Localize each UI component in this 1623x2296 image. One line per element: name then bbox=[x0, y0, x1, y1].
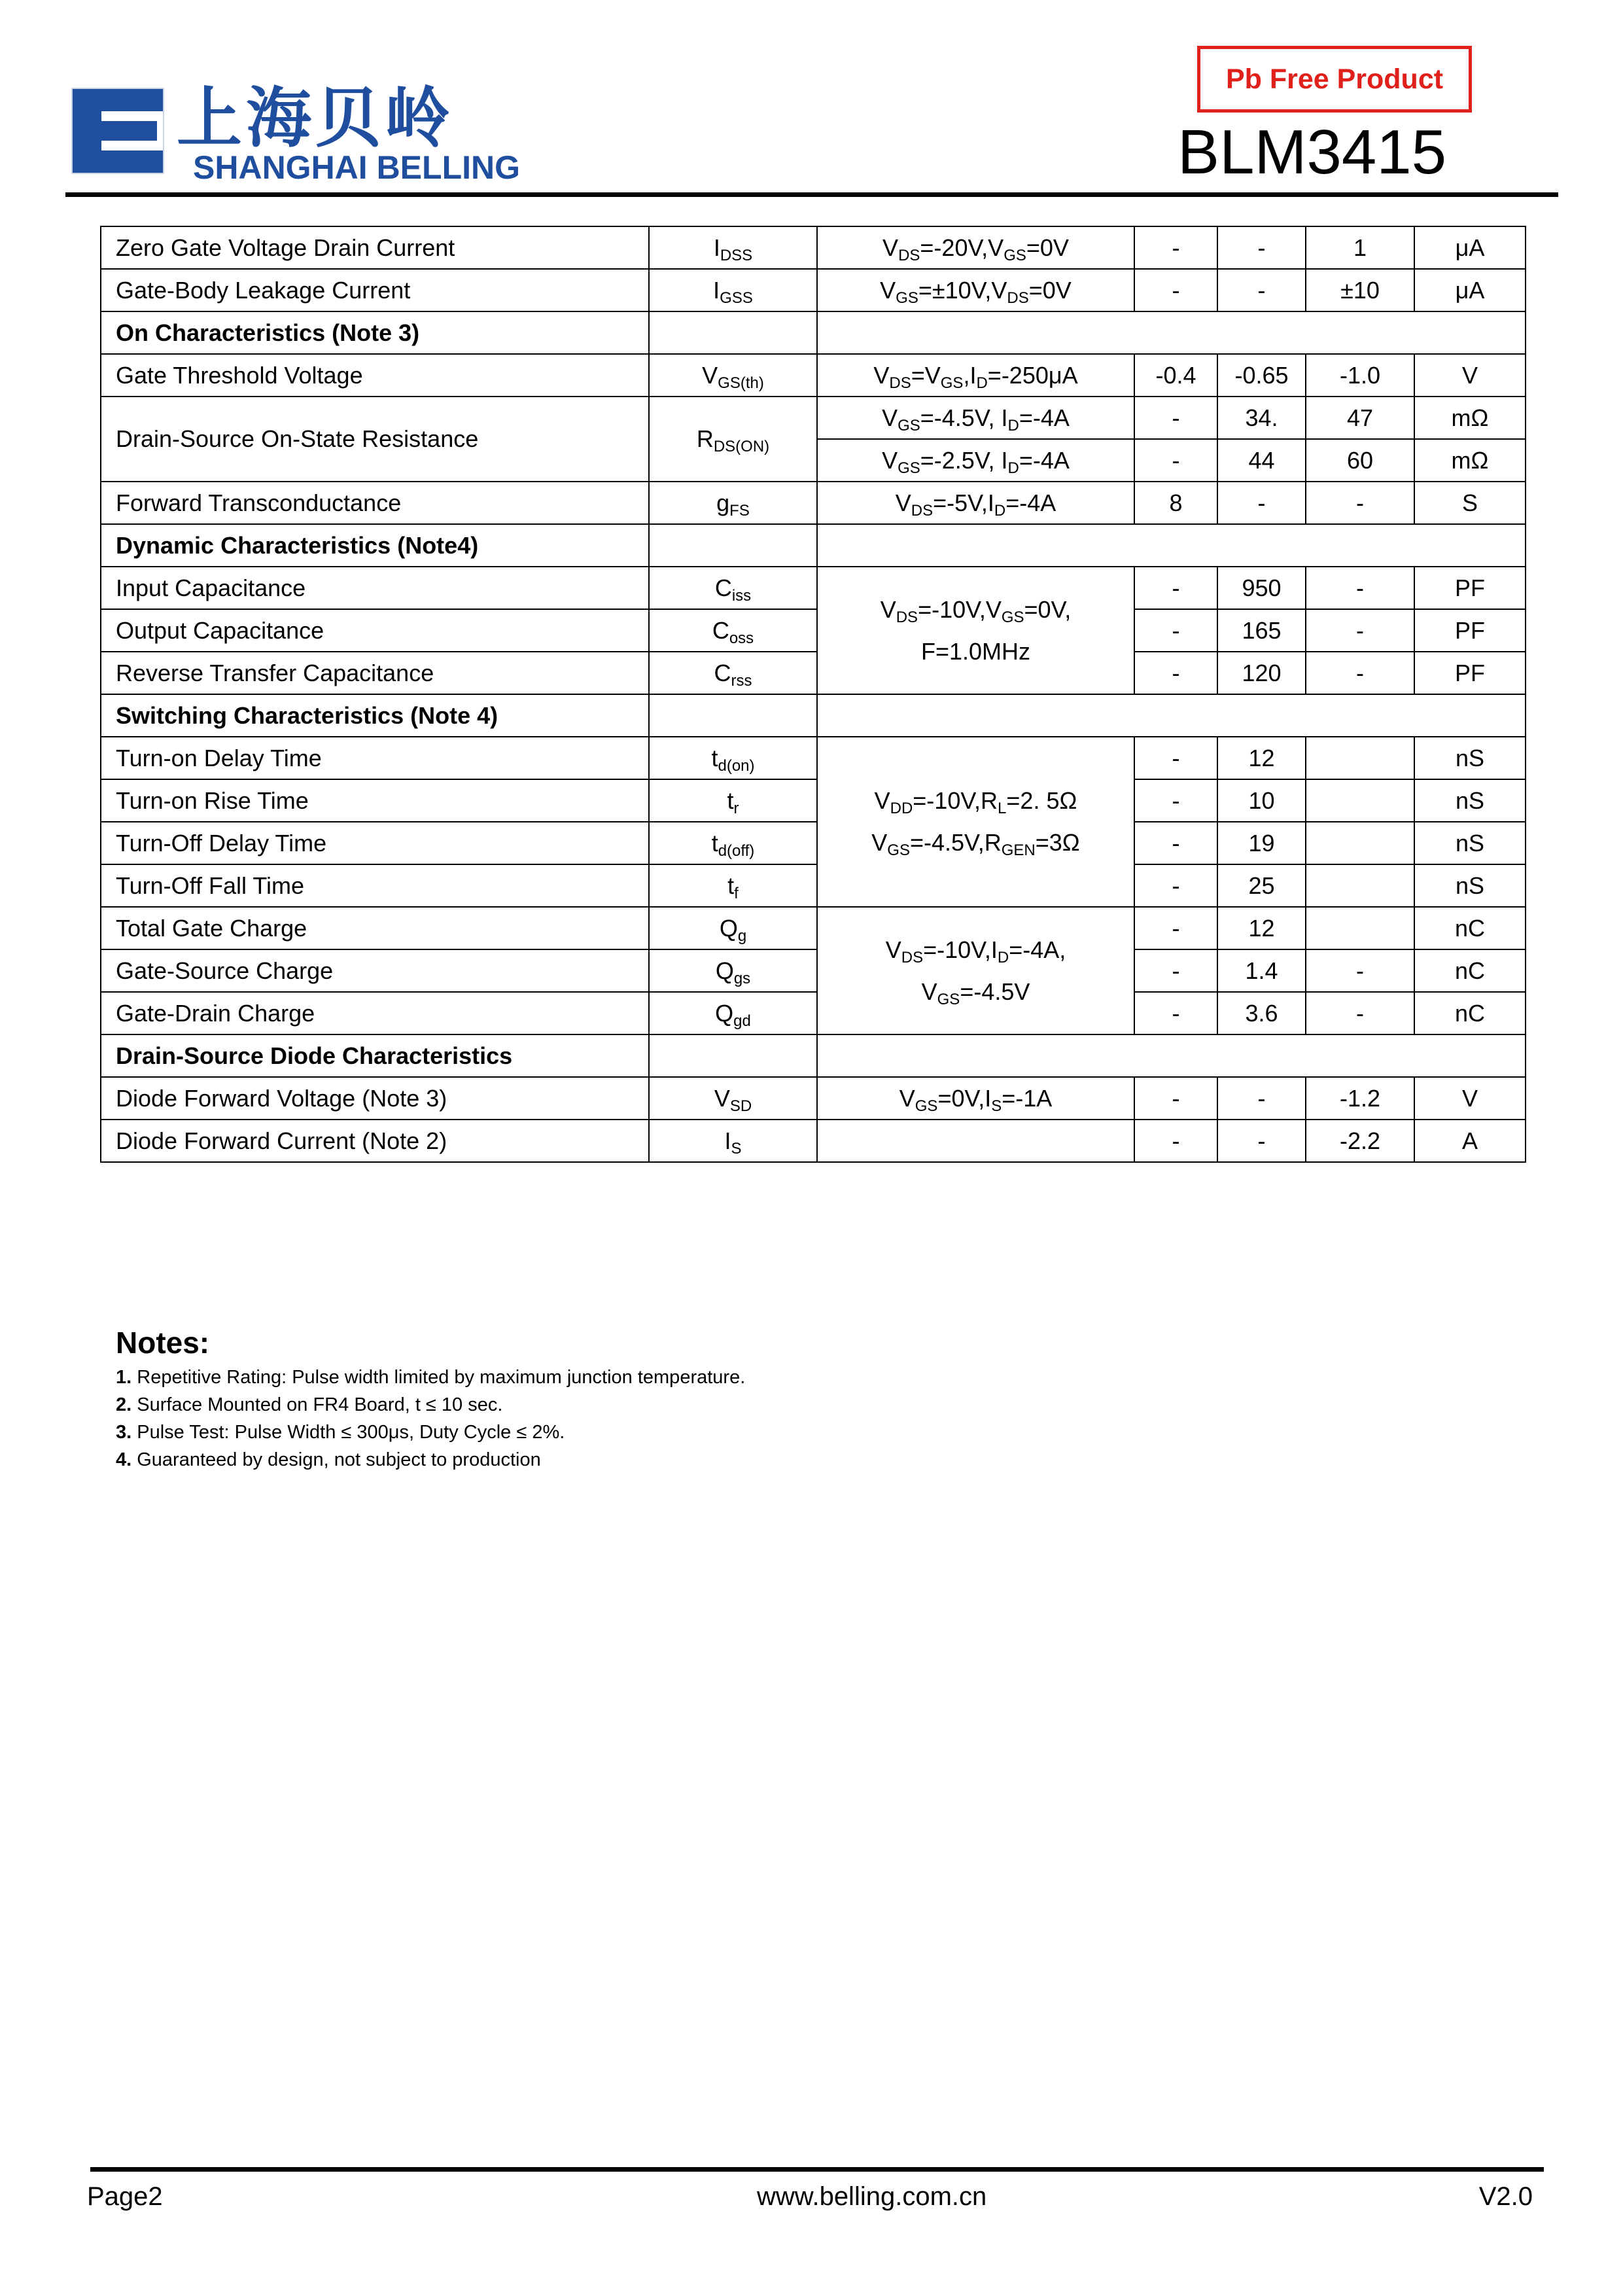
typ-cell: 3.6 bbox=[1217, 992, 1306, 1034]
unit-cell: PF bbox=[1414, 652, 1526, 694]
parameter-cell: Input Capacitance bbox=[101, 567, 649, 609]
symbol-cell: $C_{oss}$ bbox=[649, 609, 817, 652]
pb-free-badge: Pb Free Product bbox=[1197, 46, 1472, 113]
table-row bbox=[101, 397, 1526, 439]
min-cell: - bbox=[1134, 567, 1217, 609]
unit-cell: nC bbox=[1414, 949, 1526, 992]
electrical-characteristics-table bbox=[100, 226, 1526, 1163]
typ-cell: 25 bbox=[1217, 864, 1306, 907]
parameter-cell: Gate-Drain Charge bbox=[101, 992, 649, 1034]
typ-cell: - bbox=[1217, 482, 1306, 524]
max-cell bbox=[1306, 864, 1414, 907]
condition-cell: $V_{DS}=-20V,V_{GS}=0V$ bbox=[817, 226, 1134, 269]
unit-cell: nS bbox=[1414, 822, 1526, 864]
min-cell: - bbox=[1134, 1120, 1217, 1162]
min-cell: -0.4 bbox=[1134, 354, 1217, 397]
parameter-cell: Diode Forward Voltage (Note 3) bbox=[101, 1077, 649, 1120]
symbol-cell: $I_{DSS}$ bbox=[649, 226, 817, 269]
condition-cell: $V_{GS}=0V,I_S=-1A$ bbox=[817, 1077, 1134, 1120]
notes-title: Notes: bbox=[116, 1326, 210, 1360]
parameter-cell: Total Gate Charge bbox=[101, 907, 649, 949]
condition-cell: $V_{GS}=-2.5V$, $I_D=-4A$ bbox=[817, 439, 1134, 482]
parameter-cell: Turn-on Rise Time bbox=[101, 779, 649, 822]
symbol-cell: $I_{GSS}$ bbox=[649, 269, 817, 311]
symbol-cell: $t_r$ bbox=[649, 779, 817, 822]
max-cell bbox=[1306, 907, 1414, 949]
min-cell: - bbox=[1134, 822, 1217, 864]
condition-cell: $V_{DS}=-10V,V_{GS}=0V$, F=1.0MHz bbox=[817, 567, 1134, 694]
condition-cell: $V_{GS}=\pm 10V,V_{DS}=0V$ bbox=[817, 269, 1134, 311]
symbol-cell: $g_{FS}$ bbox=[649, 482, 817, 524]
typ-cell: 1.4 bbox=[1217, 949, 1306, 992]
table-row bbox=[101, 269, 1526, 311]
typ-cell: - bbox=[1217, 1120, 1306, 1162]
unit-cell: mΩ bbox=[1414, 439, 1526, 482]
min-cell: 8 bbox=[1134, 482, 1217, 524]
unit-cell: nC bbox=[1414, 907, 1526, 949]
table-row bbox=[101, 1120, 1526, 1162]
parameter-cell: Zero Gate Voltage Drain Current bbox=[101, 226, 649, 269]
parameter-cell: Turn-Off Fall Time bbox=[101, 864, 649, 907]
max-cell: -1.2 bbox=[1306, 1077, 1414, 1120]
symbol-cell: $Q_{gd}$ bbox=[649, 992, 817, 1034]
logo-graphic bbox=[65, 75, 569, 186]
unit-cell: V bbox=[1414, 354, 1526, 397]
typ-cell: 44 bbox=[1217, 439, 1306, 482]
min-cell: - bbox=[1134, 439, 1217, 482]
min-cell: - bbox=[1134, 992, 1217, 1034]
unit-cell: PF bbox=[1414, 609, 1526, 652]
max-cell: ±10 bbox=[1306, 269, 1414, 311]
symbol-cell: $I_S$ bbox=[649, 1120, 817, 1162]
part-number-title: BLM3415 bbox=[1178, 117, 1446, 187]
symbol-cell: $Q_g$ bbox=[649, 907, 817, 949]
unit-cell: nC bbox=[1414, 992, 1526, 1034]
table-row bbox=[101, 354, 1526, 397]
max-cell: 1 bbox=[1306, 226, 1414, 269]
condition-cell: $V_{DD}=-10V,R_L=2$. 5Ω $V_{GS}=-4.5V,R_{GEN}=3\Omega$ bbox=[817, 737, 1134, 907]
max-cell bbox=[1306, 737, 1414, 779]
min-cell: - bbox=[1134, 397, 1217, 439]
parameter-cell: Turn-Off Delay Time bbox=[101, 822, 649, 864]
unit-cell: μA bbox=[1414, 269, 1526, 311]
max-cell bbox=[1306, 779, 1414, 822]
parameter-cell: Output Capacitance bbox=[101, 609, 649, 652]
max-cell: -1.0 bbox=[1306, 354, 1414, 397]
unit-cell: A bbox=[1414, 1120, 1526, 1162]
typ-cell: 19 bbox=[1217, 822, 1306, 864]
note-item: 1. Repetitive Rating: Pulse width limited by maximum junction temperature. bbox=[116, 1367, 746, 1388]
min-cell: - bbox=[1134, 864, 1217, 907]
condition-cell: $V_{DS}=-10V,I_D=-4A$, $V_{GS}=-4.5V$ bbox=[817, 907, 1134, 1034]
section-row bbox=[101, 694, 1526, 737]
table-row bbox=[101, 652, 1526, 694]
logo-emblem-icon bbox=[72, 88, 164, 173]
min-cell: - bbox=[1134, 907, 1217, 949]
symbol-cell: $C_{rss}$ bbox=[649, 652, 817, 694]
section-row bbox=[101, 1034, 1526, 1077]
logo-english-name: SHANGHAI BELLING bbox=[193, 149, 520, 186]
symbol-cell: $Q_{gs}$ bbox=[649, 949, 817, 992]
max-cell: 47 bbox=[1306, 397, 1414, 439]
typ-cell: 34. bbox=[1217, 397, 1306, 439]
logo-chinese-name: 上海贝岭 bbox=[177, 80, 454, 156]
max-cell: - bbox=[1306, 992, 1414, 1034]
condition-cell bbox=[817, 1120, 1134, 1162]
typ-cell: - bbox=[1217, 269, 1306, 311]
parameter-cell: Reverse Transfer Capacitance bbox=[101, 652, 649, 694]
parameter-cell: Gate-Body Leakage Current bbox=[101, 269, 649, 311]
table-row bbox=[101, 949, 1526, 992]
min-cell: - bbox=[1134, 609, 1217, 652]
condition-cell: $V_{GS}=-4.5V$, $I_D=-4A$ bbox=[817, 397, 1134, 439]
table-row bbox=[101, 1077, 1526, 1120]
min-cell: - bbox=[1134, 949, 1217, 992]
typ-cell: 10 bbox=[1217, 779, 1306, 822]
symbol-cell: $V_{GS(th)}$ bbox=[649, 354, 817, 397]
symbol-cell: $V_{SD}$ bbox=[649, 1077, 817, 1120]
unit-cell: V bbox=[1414, 1077, 1526, 1120]
parameter-cell: Gate Threshold Voltage bbox=[101, 354, 649, 397]
table-row bbox=[101, 226, 1526, 269]
section-row bbox=[101, 311, 1526, 354]
footer-divider bbox=[90, 2167, 1544, 2172]
unit-cell: S bbox=[1414, 482, 1526, 524]
symbol-cell: $C_{iss}$ bbox=[649, 567, 817, 609]
section-heading: Switching Characteristics (Note 4) bbox=[101, 694, 649, 737]
table-row bbox=[101, 779, 1526, 822]
header-divider bbox=[65, 192, 1558, 197]
typ-cell: 12 bbox=[1217, 737, 1306, 779]
typ-cell: - bbox=[1217, 1077, 1306, 1120]
unit-cell: nS bbox=[1414, 737, 1526, 779]
max-cell bbox=[1306, 822, 1414, 864]
table-row bbox=[101, 822, 1526, 864]
typ-cell: -0.65 bbox=[1217, 354, 1306, 397]
symbol-cell: $t_{d(on)}$ bbox=[649, 737, 817, 779]
symbol-cell: $t_f$ bbox=[649, 864, 817, 907]
document-version: V2.0 bbox=[1478, 2182, 1533, 2211]
max-cell: - bbox=[1306, 949, 1414, 992]
symbol-cell: $R_{DS(ON)}$ bbox=[649, 397, 817, 482]
min-cell: - bbox=[1134, 226, 1217, 269]
table-row bbox=[101, 864, 1526, 907]
unit-cell: μA bbox=[1414, 226, 1526, 269]
page-number: Page2 bbox=[87, 2182, 163, 2211]
parameter-cell: Turn-on Delay Time bbox=[101, 737, 649, 779]
table-row bbox=[101, 992, 1526, 1034]
unit-cell: nS bbox=[1414, 779, 1526, 822]
typ-cell: - bbox=[1217, 226, 1306, 269]
min-cell: - bbox=[1134, 1077, 1217, 1120]
table-row bbox=[101, 567, 1526, 609]
company-logo bbox=[65, 75, 569, 186]
note-item: 3. Pulse Test: Pulse Width ≤ 300μs, Duty Cycle ≤ 2%. bbox=[116, 1422, 565, 1443]
table-row bbox=[101, 609, 1526, 652]
unit-cell: PF bbox=[1414, 567, 1526, 609]
section-row bbox=[101, 524, 1526, 567]
max-cell: 60 bbox=[1306, 439, 1414, 482]
condition-cell: $V_{DS}=V_{GS},I_D=-250\mu A$ bbox=[817, 354, 1134, 397]
min-cell: - bbox=[1134, 652, 1217, 694]
table-row bbox=[101, 482, 1526, 524]
parameter-cell: Forward Transconductance bbox=[101, 482, 649, 524]
section-heading: On Characteristics (Note 3) bbox=[101, 311, 649, 354]
typ-cell: 12 bbox=[1217, 907, 1306, 949]
typ-cell: 950 bbox=[1217, 567, 1306, 609]
note-item: 2. Surface Mounted on FR4 Board, t ≤ 10 sec. bbox=[116, 1394, 503, 1415]
unit-cell: nS bbox=[1414, 864, 1526, 907]
max-cell: - bbox=[1306, 567, 1414, 609]
unit-cell: mΩ bbox=[1414, 397, 1526, 439]
min-cell: - bbox=[1134, 779, 1217, 822]
symbol-cell: $t_{d(off)}$ bbox=[649, 822, 817, 864]
typ-cell: 165 bbox=[1217, 609, 1306, 652]
parameter-cell: Diode Forward Current (Note 2) bbox=[101, 1120, 649, 1162]
website-url: www.belling.com.cn bbox=[757, 2182, 987, 2211]
condition-cell: $V_{DS}=-5V,I_D=-4A$ bbox=[817, 482, 1134, 524]
max-cell: - bbox=[1306, 609, 1414, 652]
section-heading: Drain-Source Diode Characteristics bbox=[101, 1034, 649, 1077]
max-cell: -2.2 bbox=[1306, 1120, 1414, 1162]
parameter-cell: Gate-Source Charge bbox=[101, 949, 649, 992]
typ-cell: 120 bbox=[1217, 652, 1306, 694]
table-row bbox=[101, 907, 1526, 949]
min-cell: - bbox=[1134, 269, 1217, 311]
note-item: 4. Guaranteed by design, not subject to production bbox=[116, 1449, 541, 1470]
section-heading: Dynamic Characteristics (Note4) bbox=[101, 524, 649, 567]
min-cell: - bbox=[1134, 737, 1217, 779]
table-row bbox=[101, 737, 1526, 779]
parameter-cell: Drain-Source On-State Resistance bbox=[101, 397, 649, 482]
max-cell: - bbox=[1306, 652, 1414, 694]
max-cell: - bbox=[1306, 482, 1414, 524]
